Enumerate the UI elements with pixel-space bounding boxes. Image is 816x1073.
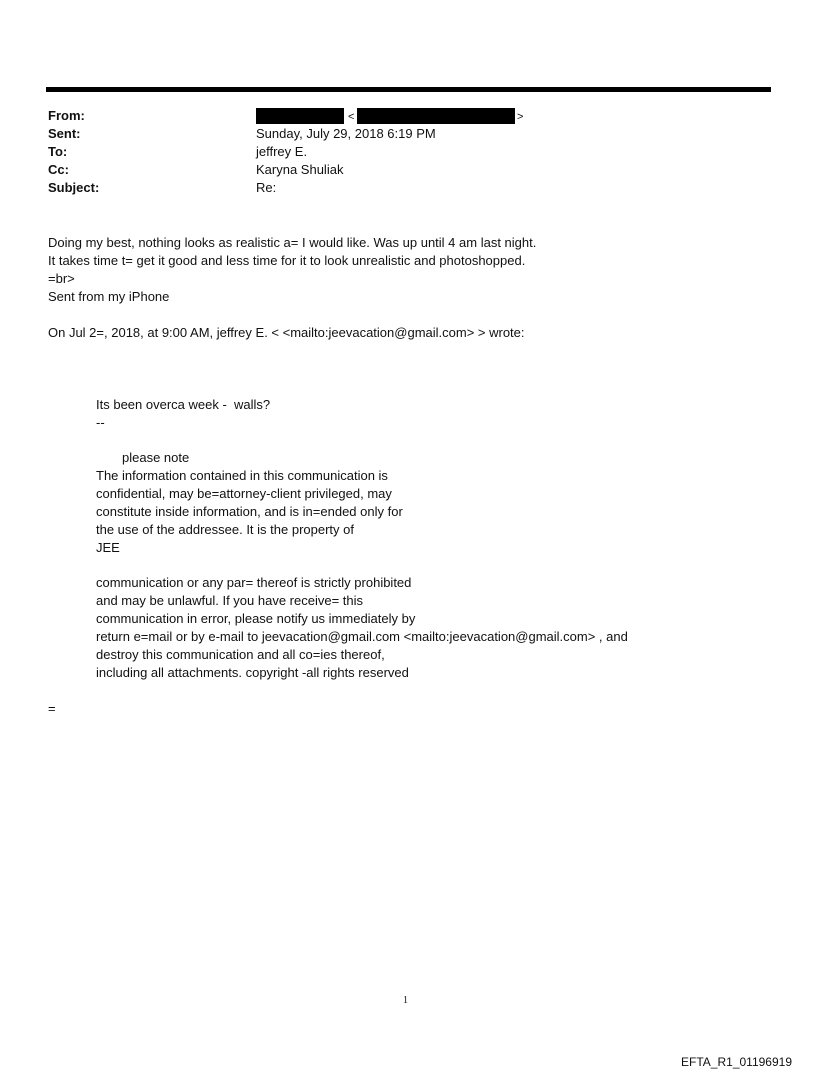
notice-line: confidential, may be=attorney-client privileged, may (96, 486, 392, 501)
subject-value: Re: (256, 180, 277, 195)
header-rule (46, 87, 771, 92)
notice-line: communication in error, please notify us immediately by (96, 611, 416, 626)
from-label: From: (48, 108, 85, 123)
quote-header: On Jul 2=, 2018, at 9:00 AM, jeffrey E. < <mailto:jeevacation@gmail.com> > wrote: (48, 325, 525, 340)
subject-label: Subject: (48, 180, 100, 195)
notice-line: and may be unlawful. If you have receive= this (96, 593, 364, 608)
from-name-redaction (256, 108, 344, 124)
from-close-bracket: > (517, 111, 524, 123)
cc-label: Cc: (48, 162, 69, 177)
quoted-line: Its been overca week - walls? (96, 397, 271, 412)
reply-line: =br> (48, 271, 75, 286)
sent-label: Sent: (48, 126, 81, 141)
notice-line: JEE (96, 540, 120, 555)
sent-value: Sunday, July 29, 2018 6:19 PM (256, 126, 436, 141)
notice-line: the use of the addressee. It is the property of (96, 522, 354, 537)
from-email-redaction (357, 108, 515, 124)
notice-line: constitute inside information, and is in=ended only for (96, 504, 403, 519)
reply-line: Doing my best, nothing looks as realistic a= I would like. Was up until 4 am last night. (48, 235, 537, 250)
notice-line: including all attachments. copyright -all rights reserved (96, 665, 409, 680)
quoted-line: -- (96, 415, 105, 430)
please-note: please note (122, 450, 190, 465)
notice-line: return e=mail or by e-mail to jeevacation@gmail.com <mailto:jeevacation@gmail.com> , and (96, 629, 628, 644)
reply-line: It takes time t= get it good and less time for it to look unrealistic and photoshopped. (48, 253, 526, 268)
reply-line: Sent from my iPhone (48, 289, 170, 304)
cc-value: Karyna Shuliak (256, 162, 344, 177)
notice-line: communication or any par= thereof is strictly prohibited (96, 575, 412, 590)
trailing-mark: = (48, 701, 56, 716)
bates-number: EFTA_R1_01196919 (681, 1055, 792, 1069)
notice-line: The information contained in this communication is (96, 468, 388, 483)
to-label: To: (48, 144, 68, 159)
notice-line: destroy this communication and all co=ies thereof, (96, 647, 385, 662)
from-open-bracket: < (348, 111, 355, 123)
to-value: jeffrey E. (256, 144, 308, 159)
page-number: 1 (403, 995, 408, 1006)
